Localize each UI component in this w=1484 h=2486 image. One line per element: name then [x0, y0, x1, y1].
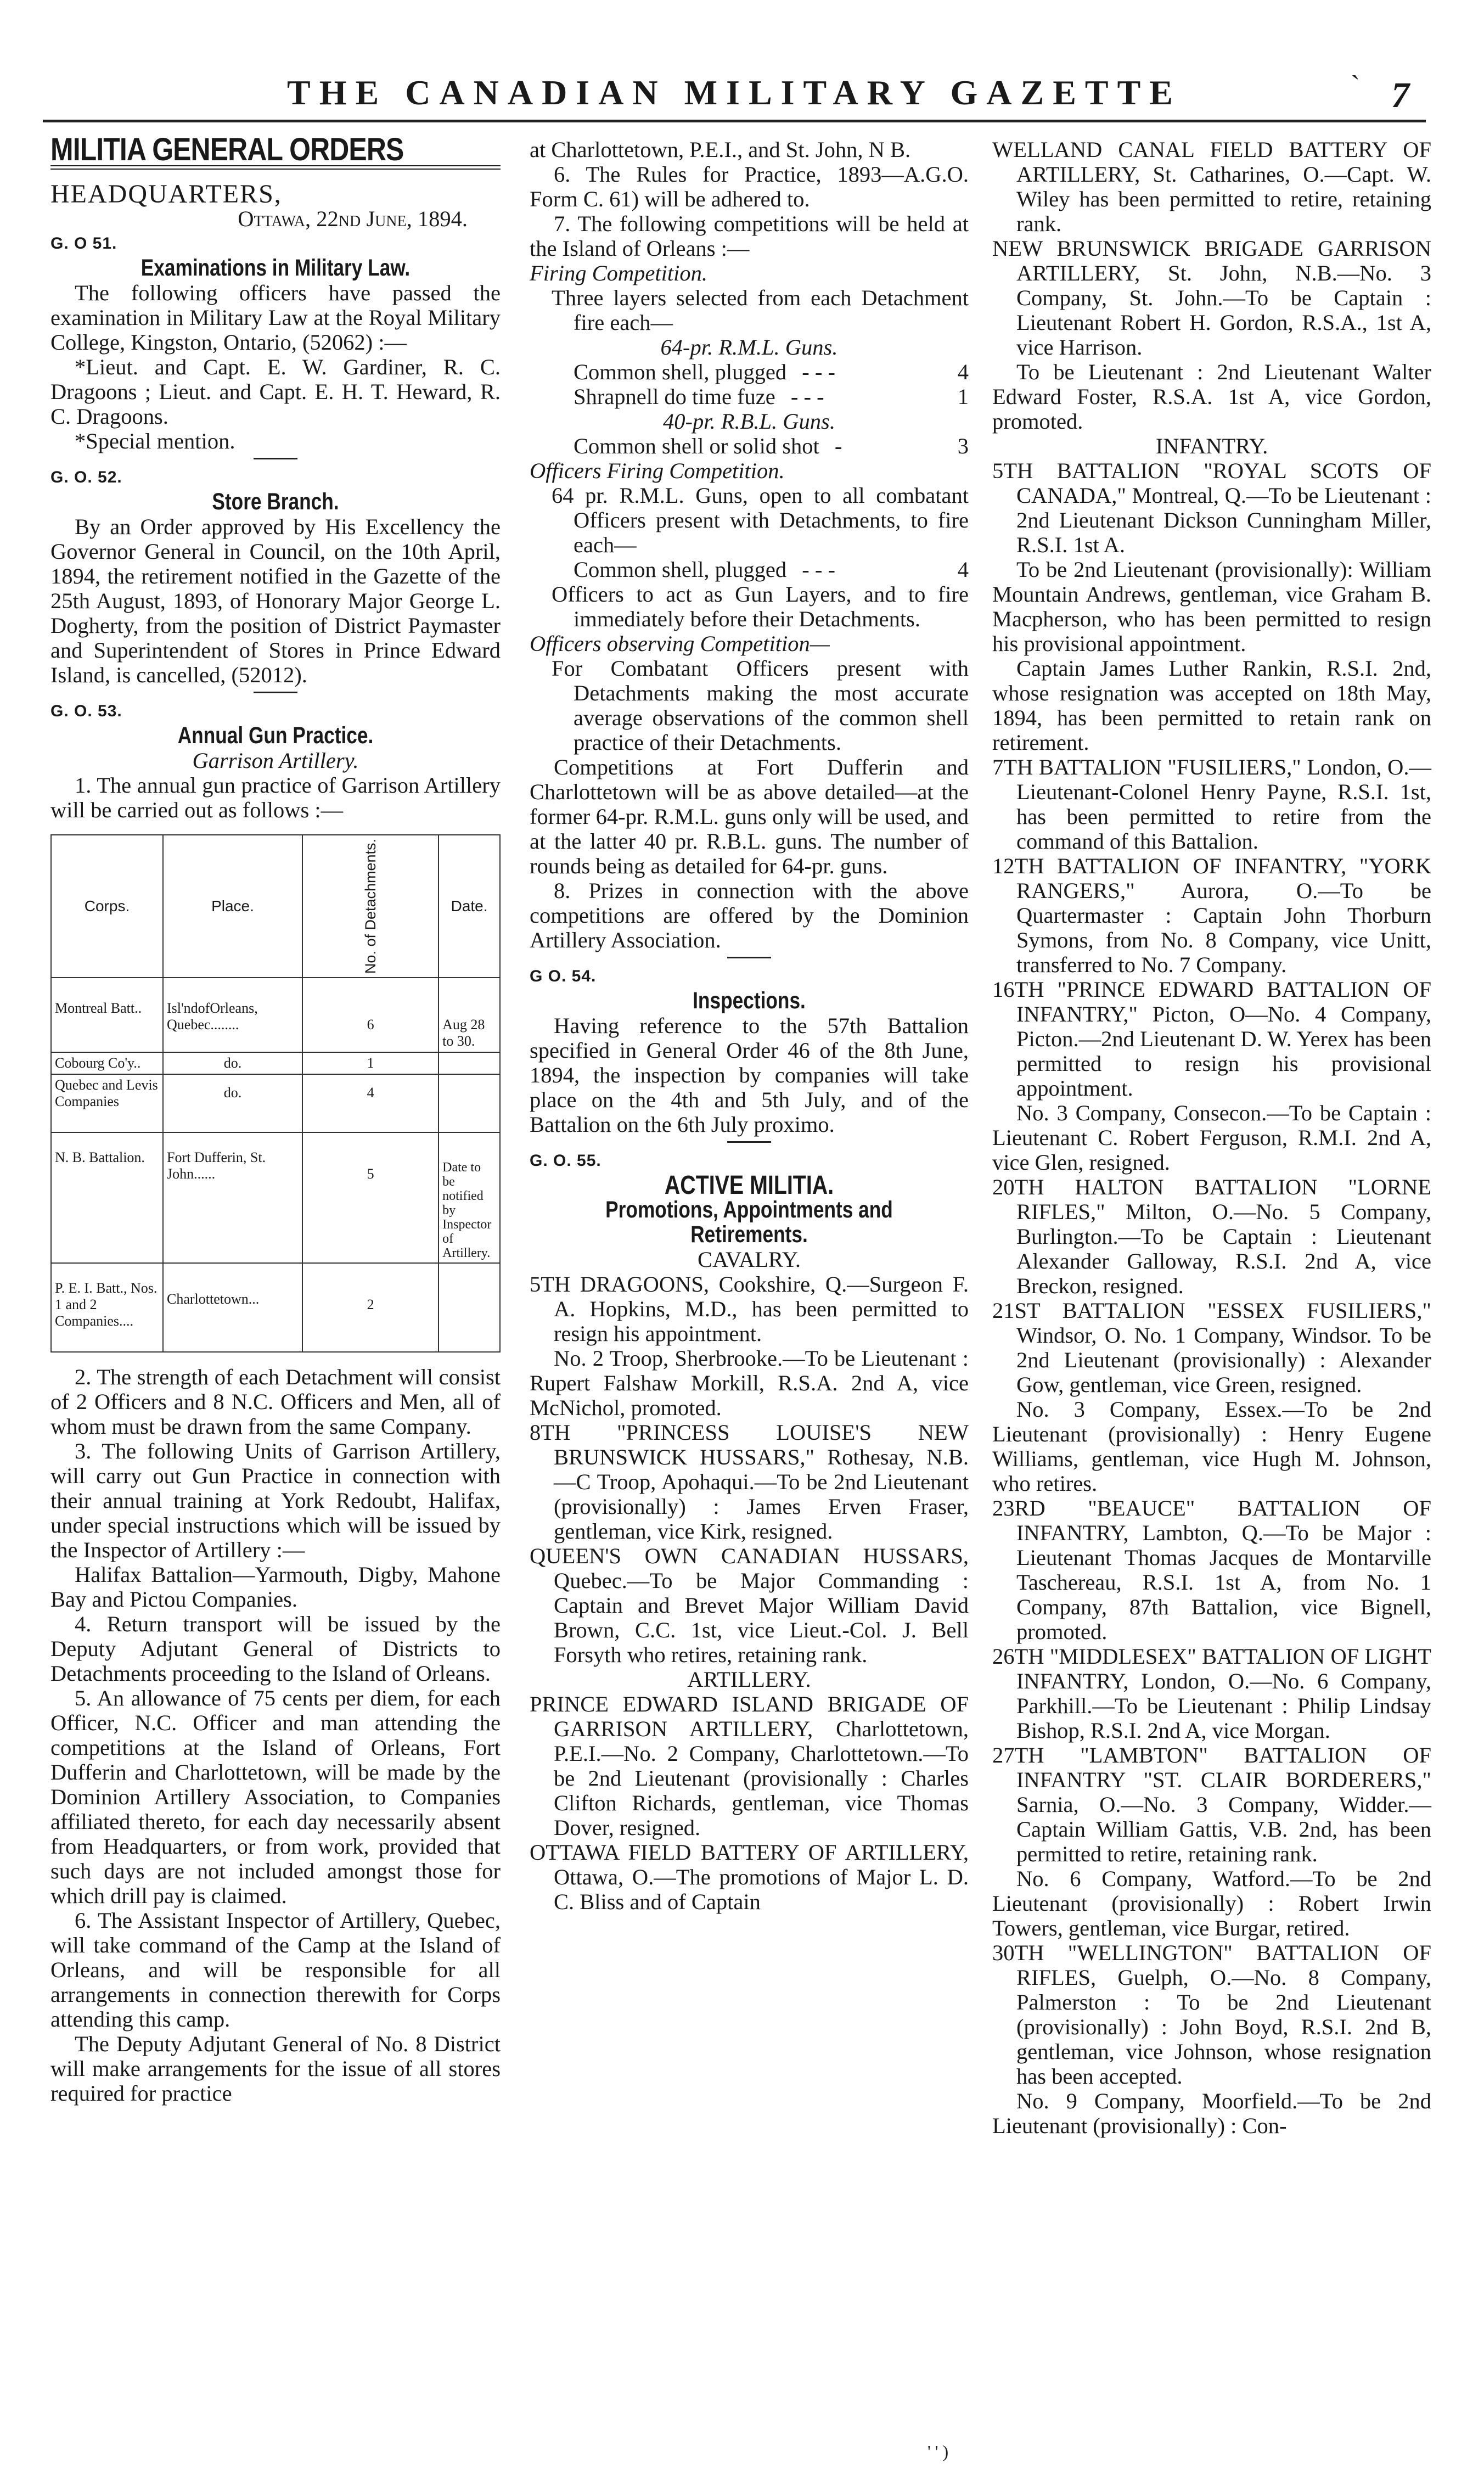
table-cell-num: 5	[302, 1132, 439, 1263]
common-solid-label: Common shell or solid shot	[574, 434, 819, 458]
go-55-subtitle: Promotions, Appointments and Retirements.	[605, 1197, 893, 1248]
infantry-heading: INFANTRY.	[1155, 434, 1268, 458]
infantry-entry: 26TH "MIDDLESEX" BATTALION OF LIGHT INFANTRY, London, O.—No. 6 Company, Parkhill.—To be Lieutenant : Philip Lindsay Bishop, R.S.I. 2nd A, vice Morgan.	[992, 1644, 1431, 1743]
masthead-title: THE CANADIAN MILITARY GAZETTE	[287, 73, 1182, 112]
cavalry-entry: 5TH DRAGOONS, Cookshire, Q.—Surgeon F. A. Hopkins, M.D., has been permitted to resign his appointment.	[530, 1272, 969, 1346]
column-3	[992, 137, 1431, 2138]
infantry-entry: 5TH BATTALION "ROYAL SCOTS OF CANADA," Montreal, Q.—To be Lieutenant : 2nd Lieutenant Dickson Cunningham Miller, R.S.I. 1st A.	[992, 458, 1431, 557]
table-cell-place: Charlottetown...	[163, 1263, 302, 1352]
three-layers-text: Three layers selected from each Detachment fire each—	[552, 285, 969, 335]
infantry-entry: 21ST BATTALION "ESSEX FUSILIERS," Windsor, O. No. 1 Company, Windsor. To be 2nd Lieutenant (provisionally) : Alexander Gow, gentleman, vice Green, resigned.	[992, 1298, 1431, 1397]
table-header-corps: Corps.	[51, 835, 163, 978]
go-51-officers: *Lieut. and Capt. E. W. Gardiner, R. C. Dragoons ; Lieut. and Capt. E. H. T. Heward, R. C. Dragoons.	[50, 355, 501, 429]
common-solid-count: 3	[957, 434, 969, 458]
table-row	[51, 1263, 500, 1352]
infantry-entry-cont: No. 6 Company, Watford.—To be 2nd Lieutenant (provisionally) : Robert Irwin Towers, gentleman, vice Burgar, retired.	[992, 1866, 1431, 1940]
table-cell-corps: Montreal Batt..	[51, 978, 163, 1052]
col2-continuation: at Charlottetown, P.E.I., and St. John, N B.	[530, 137, 911, 162]
infantry-entry-cont: No. 3 Company, Consecon.—To be Captain : Lieutenant C. Robert Ferguson, R.M.I. 2nd A, vice Glen, resigned.	[992, 1101, 1431, 1175]
infantry-entry: 7TH BATTALION "FUSILIERS," London, O.—Lieutenant-Colonel Henry Payne, R.S.I. 1st, has been permitted to retire from the command of this Battalion.	[992, 755, 1431, 854]
table-cell-date	[439, 1263, 500, 1352]
infantry-entry-cont: No. 9 Company, Moorfield.—To be 2nd Lieutenant (provisionally) : Con-	[992, 2089, 1431, 2138]
table-header-date: Date.	[439, 835, 500, 978]
infantry-entry: 12TH BATTALION OF INFANTRY, "YORK RANGERS," Aurora, O.—To be Quartermaster : Captain John Thorburn Symons, from No. 8 Company, vice Unitt, transferred to No. 7 Company.	[992, 854, 1431, 977]
table-cell-corps: P. E. I. Batt., Nos. 1 and 2 Companies....	[51, 1263, 163, 1352]
table-cell-date	[439, 1074, 500, 1132]
masthead-rule	[43, 120, 1426, 122]
infantry-entry: 27TH "LAMBTON" BATTALION OF INFANTRY "ST. CLAIR BORDERERS," Sarnia, O.—No. 3 Company, Widder.—Captain William Gattis, V.B. 2nd, has been permitted to retire, retaining rank.	[992, 1743, 1431, 1866]
go-53-paragraph-3b: Halifax Battalion—Yarmouth, Digby, Mahone Bay and Pictou Companies.	[50, 1562, 501, 1612]
artillery-entry: NEW BRUNSWICK BRIGADE GARRISON ARTILLERY, St. John, N.B.—No. 3 Company, St. John.—To be Captain : Lieutenant Robert H. Gordon, R.S.A., 1st A, vice Harrison.	[992, 236, 1431, 360]
infantry-entry: 30TH "WELLINGTON" BATTALION OF RIFLES, Guelph, O.—No. 8 Company, Palmerston : To be 2nd Lieutenant (provisionally) : John Boyd, R.S.I. 2nd B, gentleman, vice Johnson, whose resignation has been accepted.	[992, 1940, 1431, 2089]
artillery-entry: PRINCE EDWARD ISLAND BRIGADE OF GARRISON ARTILLERY, Charlottetown, P.E.I.—No. 2 Company, Charlottetown.—To be 2nd Lieutenant (provisionally : Charles Clifton Richards, gentleman, vice Thomas Dover, resigned.	[530, 1692, 969, 1840]
common-shell-line-2	[530, 557, 969, 582]
go-52-title: Store Branch.	[212, 489, 339, 515]
dateline: Ottawa, 22nd June, 1894.	[238, 206, 468, 231]
leader-dots: -	[829, 434, 842, 458]
go-51-paragraph: The following officers have passed the examination in Military Law at the Royal Military College, Kingston, Ontario, (52062) :—	[50, 280, 501, 355]
artillery-entry: WELLAND CANAL FIELD BATTERY OF ARTILLERY, St. Catharines, O.—Capt. W. Wiley has been permitted to retire, retaining rank.	[992, 137, 1431, 236]
infantry-entry-cont: To be 2nd Lieutenant (provisionally): William Mountain Andrews, gentleman, vice Graham B. Macpherson, who has been permitted to resign his provisional appointment.	[992, 557, 1431, 656]
cavalry-entry: QUEEN'S OWN CANADIAN HUSSARS, Quebec.—To be Major Commanding : Captain and Brevet Major William David Brown, C.C. 1st, vice Lieut.-Col. J. Bell Forsyth who retires, retaining rank.	[530, 1544, 969, 1667]
go-54-number: G O. 54.	[530, 967, 597, 985]
common-shell-line	[530, 360, 969, 384]
table-cell-num: 4	[302, 1074, 439, 1132]
page-number: 7	[1391, 75, 1409, 115]
headquarters-heading: HEADQUARTERS,	[50, 179, 282, 209]
go-53-paragraph-1: 1. The annual gun practice of Garrison Artillery will be carried out as follows :—	[50, 773, 501, 822]
go-53-paragraph-4: 4. Return transport will be issued by the Deputy Adjutant General of Districts to Detachments proceeding to the Island of Orleans.	[50, 1612, 501, 1686]
gun-40-heading: 40-pr. R.B.L. Guns.	[663, 409, 835, 434]
artillery-heading: ARTILLERY.	[687, 1667, 811, 1692]
go-53-paragraph-7: The Deputy Adjutant General of No. 8 District will make arrangements for the issue of all stores required for practice	[50, 2032, 501, 2106]
table-header-detachments	[302, 835, 439, 978]
table-cell-date	[439, 1052, 500, 1074]
infantry-entry-cont: Captain James Luther Rankin, R.S.I. 2nd, whose resignation was accepted on 18th May, 1894, has been permitted to retain rank on retirement.	[992, 656, 1431, 755]
table-cell-place: do.	[163, 1052, 302, 1074]
table-row	[51, 1074, 500, 1132]
competitions-paragraph: 7. The following competitions will be held at the Island of Orleans :—	[530, 211, 969, 261]
column-1	[50, 132, 501, 2106]
go-51-note: *Special mention.	[75, 429, 235, 453]
divider	[254, 458, 297, 459]
go-54-title: Inspections.	[693, 987, 806, 1014]
go-53-paragraph-3: 3. The following Units of Garrison Artillery, will carry out Gun Practice in connection with their annual training at York Redoubt, Halifax, under special instructions which will be issued by the Inspector of Artillery :—	[50, 1439, 501, 1562]
masthead	[43, 72, 1426, 127]
divider	[727, 1141, 771, 1143]
prizes-paragraph: 8. Prizes in connection with the above competitions are offered by the Dominion Artillery Association.	[530, 878, 969, 952]
gun-practice-table	[50, 834, 501, 1353]
gun-64-heading: 64-pr. R.M.L. Guns.	[660, 335, 838, 360]
table-header-detachments-label: No. of Detachments.	[362, 838, 379, 974]
common-shell-label: Common shell, plugged	[574, 557, 787, 582]
column-2	[530, 137, 969, 1914]
section-title: MILITIA GENERAL ORDERS	[50, 132, 404, 167]
officers-64-text: 64 pr. R.M.L. Guns, open to all combatant Officers present with Detachments, to fire each—	[552, 483, 969, 557]
table-header-row	[51, 835, 500, 978]
table-cell-num: 6	[302, 978, 439, 1052]
officers-firing-heading: Officers Firing Competition.	[530, 458, 785, 483]
go-53-number: G. O. 53.	[50, 702, 122, 720]
artillery-entry: OTTAWA FIELD BATTERY OF ARTILLERY, Ottawa, O.—The promotions of Major L. D. C. Bliss and of Captain	[530, 1840, 969, 1914]
go-53-title: Annual Gun Practice.	[177, 722, 374, 749]
shrapnel-count: 1	[957, 384, 969, 409]
table-cell-date: Aug 28 to 30.	[439, 978, 500, 1052]
go-54-paragraph: Having reference to the 57th Battalion specified in General Order 46 of the 8th June, 1894, the inspection by companies will take place on the 4th and 5th July, and of the Battalion on the 6th July proximo.	[530, 1013, 969, 1137]
footer-mark: ' ' )	[928, 2442, 949, 2461]
go-53-subtitle: Garrison Artillery.	[192, 748, 359, 773]
cavalry-entry: 8TH "PRINCESS LOUISE'S NEW BRUNSWICK HUSSARS," Rothesay, N.B.—C Troop, Apohaqui.—To be 2nd Lieutenant (provisionally) : James Erven Fraser, gentleman, vice Kirk, resigned.	[530, 1420, 969, 1544]
leader-dots: - - -	[796, 360, 835, 384]
officers-observing-heading: Officers observing Competition—	[530, 631, 830, 656]
common-solid-line	[530, 434, 969, 458]
leader-dots: - - -	[796, 557, 835, 582]
go-53-paragraph-5: 5. An allowance of 75 cents per diem, for each Officer, N.C. Officer and man attending the competitions at the Island of Orleans, Fort Dufferin and Charlottetown, will be made by the Dominion Artillery Association, to Companies affiliated thereto, for each day necessarily absent from Headquarters, or from work, provided that such days are not included amongst those for which drill pay is claimed.	[50, 1686, 501, 1908]
go-55-title: ACTIVE MILITIA.	[664, 1171, 834, 1200]
firing-competition-heading: Firing Competition.	[530, 261, 707, 285]
go-53-paragraph-2: 2. The strength of each Detachment will consist of 2 Officers and 8 N.C. Officers and Men, all of whom must be drawn from the same Company.	[50, 1365, 501, 1439]
go-52-number: G. O. 52.	[50, 468, 122, 486]
table-row	[51, 1052, 500, 1074]
gun-layers-text: Officers to act as Gun Layers, and to fire immediately before their Detachments.	[552, 582, 969, 631]
common-shell-count: 4	[957, 557, 969, 582]
table-cell-corps: N. B. Battalion.	[51, 1132, 163, 1263]
infantry-entry: 16TH "PRINCE EDWARD BATTALION OF INFANTRY," Picton, O—No. 4 Company, Picton.—2nd Lieutenant D. W. Yerex has been permitted to resign his provisional appointment.	[992, 977, 1431, 1101]
go-55-number: G. O. 55.	[530, 1152, 602, 1170]
cavalry-heading: CAVALRY.	[698, 1247, 801, 1272]
go-51-title: Examinations in Military Law.	[140, 255, 411, 281]
table-cell-place: do.	[163, 1074, 302, 1132]
go-51-number: G. O 51.	[50, 234, 117, 252]
cavalry-entry-cont: No. 2 Troop, Sherbrooke.—To be Lieutenant : Rupert Falshaw Morkill, R.S.A. 2nd A, vice McNichol, promoted.	[530, 1346, 969, 1420]
table-cell-place: Isl'ndofOrleans, Quebec........	[163, 978, 302, 1052]
table-row	[51, 1132, 500, 1263]
rules-paragraph: 6. The Rules for Practice, 1893—A.G.O. Form C. 61) will be adhered to.	[530, 162, 969, 211]
infantry-entry-cont: No. 3 Company, Essex.—To be 2nd Lieutenant (provisionally) : Henry Eugene Williams, gentleman, vice Hugh M. Johnson, who retires.	[992, 1397, 1431, 1496]
table-header-place: Place.	[163, 835, 302, 978]
table-cell-num: 1	[302, 1052, 439, 1074]
table-cell-num: 2	[302, 1263, 439, 1352]
divider	[727, 957, 771, 958]
shrapnel-label: Shrapnell do time fuze	[574, 384, 775, 409]
infantry-entry: 23RD "BEAUCE" BATTALION OF INFANTRY, Lambton, Q.—To be Major : Lieutenant Thomas Jacques de Montarville Taschereau, R.S.I. 1st A, from No. 1 Company, 87th Battalion, vice Bignell, promoted.	[992, 1496, 1431, 1644]
divider	[254, 692, 297, 693]
competitions-detail-paragraph: Competitions at Fort Dufferin and Charlottetown will be as above detailed—at the former 64-pr. R.M.L. guns only will be used, and at the latter 40 pr. R.B.L. guns. The number of rounds being as detailed for 64-pr. guns.	[530, 755, 969, 878]
leader-dots: - - -	[785, 384, 824, 409]
artillery-entry-cont: To be Lieutenant : 2nd Lieutenant Walter Edward Foster, R.S.A. 1st A, vice Gordon, promoted.	[992, 360, 1431, 434]
infantry-entry: 20TH HALTON BATTALION "LORNE RIFLES," Milton, O.—No. 5 Company, Burlington.—To be Captain : Lieutenant Alexander Galloway, R.S.I. 2nd A, vice Breckon, resigned.	[992, 1175, 1431, 1298]
shrapnel-line	[530, 384, 969, 409]
table-cell-date: Date to be notified by Inspector of Artillery.	[439, 1132, 500, 1263]
go-52-paragraph: By an Order approved by His Excellency the Governor General in Council, on the 10th April, 1894, the retirement notified in the Gazette of the 25th August, 1893, of Honorary Major George L. Dogherty, from the position of District Paymaster and Superintendent of Stores in Prince Edward Island, is cancelled, (52012).	[50, 514, 501, 687]
table-cell-corps: Cobourg Co'y..	[51, 1052, 163, 1074]
combatant-officers-text: For Combatant Officers present with Detachments making the most accurate average observations of the common shell practice of their Detachments.	[552, 656, 969, 755]
table-row	[51, 978, 500, 1052]
common-shell-label: Common shell, plugged	[574, 360, 787, 384]
table-cell-place: Fort Dufferin, St. John......	[163, 1132, 302, 1263]
table-cell-corps: Quebec and Levis Companies	[51, 1074, 163, 1132]
go-53-paragraph-6: 6. The Assistant Inspector of Artillery, Quebec, will take command of the Camp at the Island of Orleans, and will be responsible for all arrangements in connection therewith for Corps attending this camp.	[50, 1908, 501, 2032]
common-shell-count: 4	[957, 360, 969, 384]
masthead-mark: `	[1351, 70, 1360, 100]
